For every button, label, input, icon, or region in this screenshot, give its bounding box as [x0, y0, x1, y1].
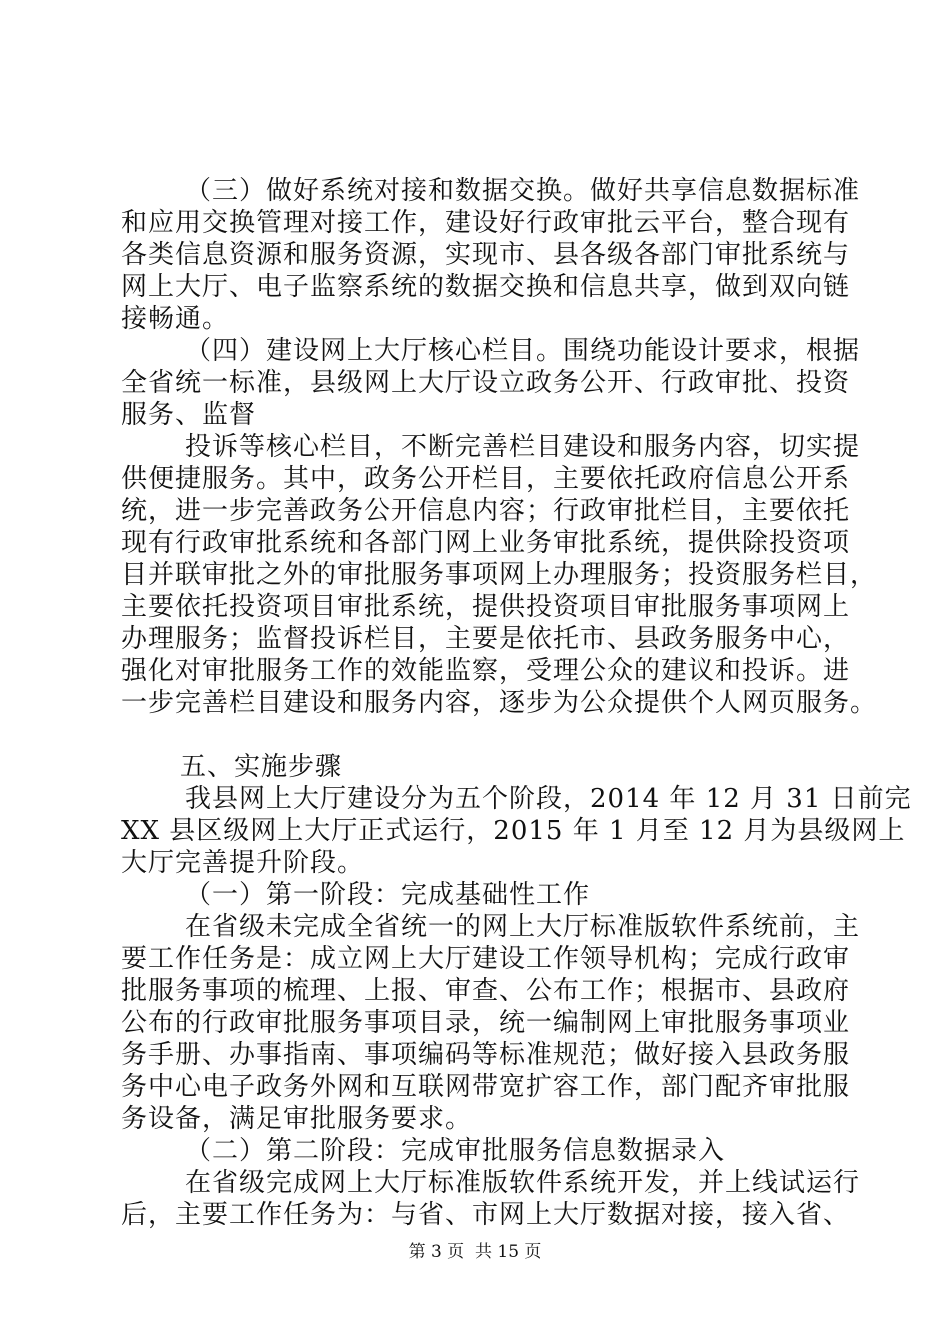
text-line: 在省级未完成全省统一的网上大厅标准版软件系统前，主	[185, 912, 861, 942]
text-line: 我县网上大厅建设分为五个阶段，2014 年 12 月 31 日前完	[185, 784, 912, 814]
text-line: 现有行政审批系统和各部门网上业务审批系统，提供除投资项	[121, 528, 851, 558]
text-line: 各类信息资源和服务资源，实现市、县各级各部门审批系统与	[121, 240, 851, 270]
text-line: 供便捷服务。其中，政务公开栏目，主要依托政府信息公开系	[121, 464, 851, 494]
text-line: 务中心电子政务外网和互联网带宽扩容工作，部门配齐审批服	[121, 1072, 851, 1102]
text-line: 目并联审批之外的审批服务事项网上办理服务；投资服务栏目，	[121, 560, 878, 590]
section-heading: 五、实施步骤	[180, 752, 343, 782]
text-line: 和应用交换管理对接工作，建设好行政审批云平台，整合现有	[121, 208, 851, 238]
text-line: 批服务事项的梳理、上报、审查、公布工作；根据市、县政府	[121, 976, 851, 1006]
text-line: 接畅通。	[121, 304, 230, 334]
text-line: 在省级完成网上大厅标准版软件系统开发，并上线试运行	[185, 1168, 861, 1198]
text-line: 主要依托投资项目审批系统，提供投资项目审批服务事项网上	[121, 592, 851, 622]
text-line: 强化对审批服务工作的效能监察，受理公众的建议和投诉。进	[121, 656, 851, 686]
text-line: 公布的行政审批服务事项目录，统一编制网上审批服务事项业	[121, 1008, 851, 1038]
subsection-heading: （二）第二阶段：完成审批服务信息数据录入	[185, 1136, 726, 1166]
text-line: 投诉等核心栏目，不断完善栏目建设和服务内容，切实提	[185, 432, 861, 462]
text-line: （三）做好系统对接和数据交换。做好共享信息数据标准	[185, 176, 861, 206]
text-line: 后，主要工作任务为：与省、市网上大厅数据对接，接入省、	[121, 1200, 851, 1230]
text-line: 统，进一步完善政务公开信息内容；行政审批栏目，主要依托	[121, 496, 851, 526]
text-line: 要工作任务是：成立网上大厅建设工作领导机构；完成行政审	[121, 944, 851, 974]
page-footer: 第 3 页 共 15 页	[408, 1242, 542, 1262]
text-line: 网上大厅、电子监察系统的数据交换和信息共享，做到双向链	[121, 272, 851, 302]
subsection-heading: （一）第一阶段：完成基础性工作	[185, 880, 591, 910]
text-line: 一步完善栏目建设和服务内容，逐步为公众提供个人网页服务。	[121, 688, 878, 718]
text-line: 务手册、办事指南、事项编码等标准规范；做好接入县政务服	[121, 1040, 851, 1070]
text-line: （四）建设网上大厅核心栏目。围绕功能设计要求，根据	[185, 336, 861, 366]
text-line: 大厅完善提升阶段。	[121, 848, 365, 878]
text-line: 全省统一标准，县级网上大厅设立政务公开、行政审批、投资	[121, 368, 851, 398]
text-line: XX 县区级网上大厅正式运行，2015 年 1 月至 12 月为县级网上	[121, 816, 906, 846]
text-line: 务设备，满足审批服务要求。	[121, 1104, 473, 1134]
text-line: 办理服务；监督投诉栏目，主要是依托市、县政务服务中心，	[121, 624, 851, 654]
text-line: 服务、监督	[121, 400, 257, 430]
